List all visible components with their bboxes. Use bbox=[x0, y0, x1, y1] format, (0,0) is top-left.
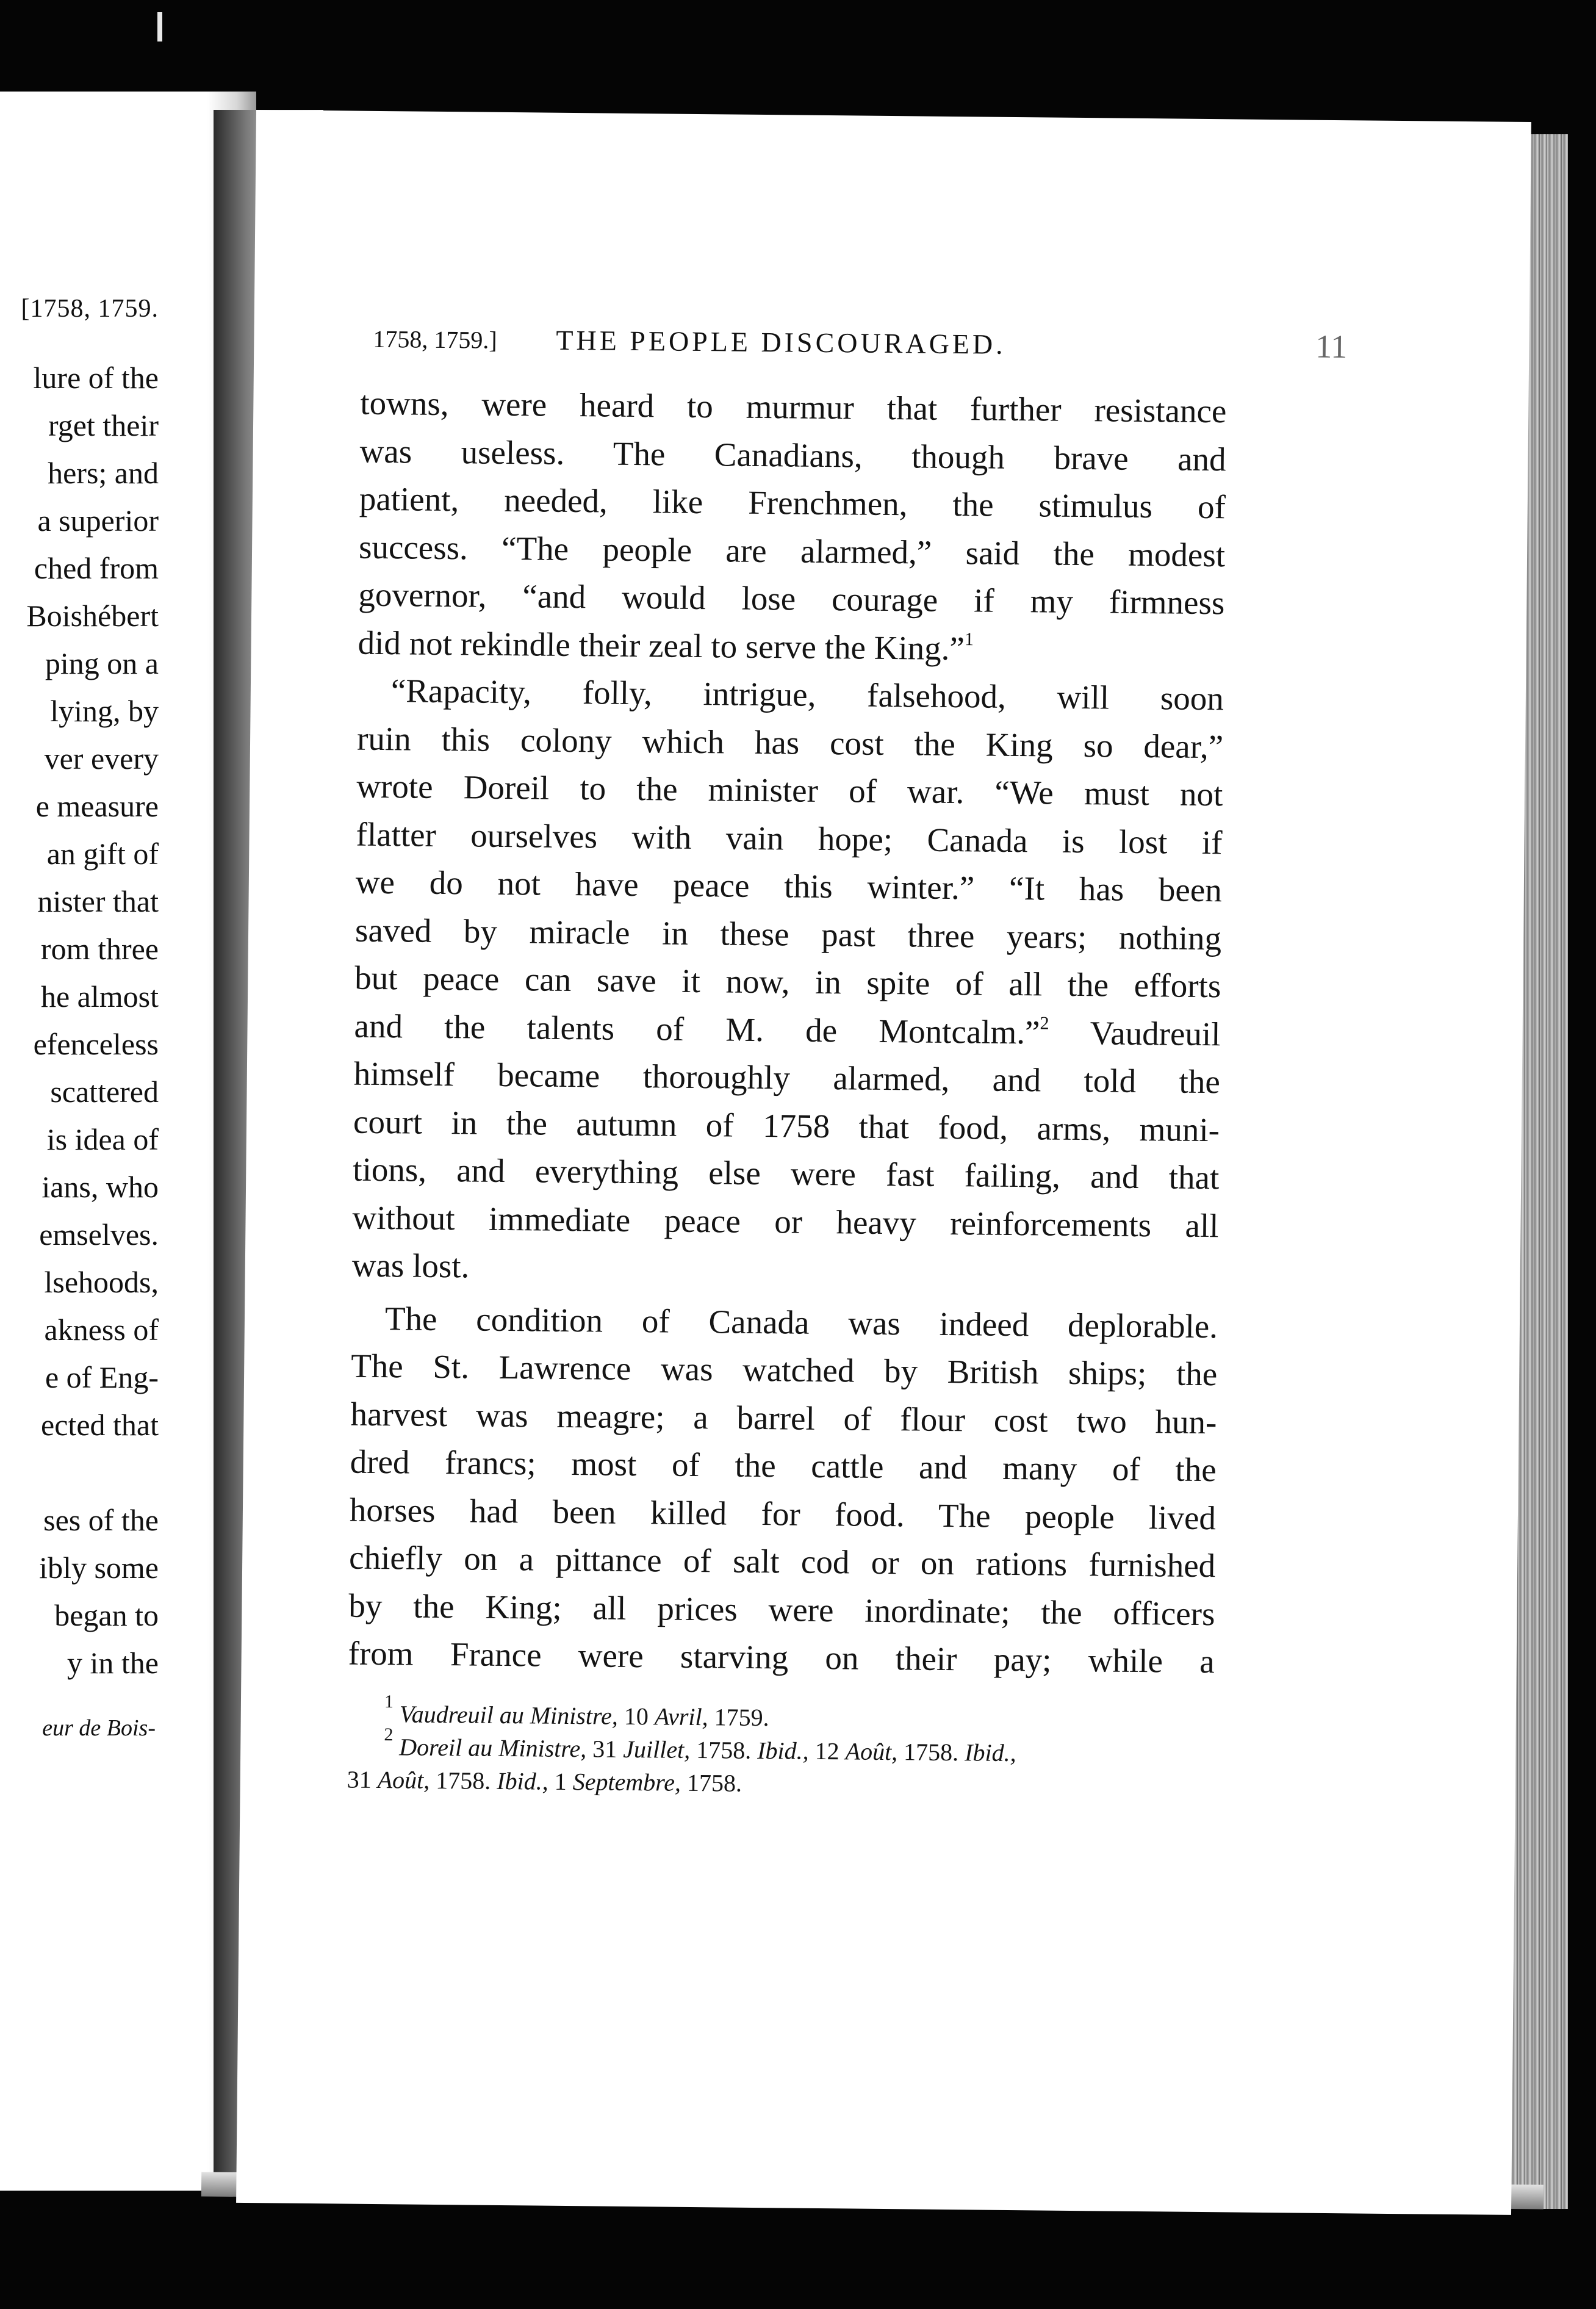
footnote-number: 1 bbox=[384, 1691, 394, 1712]
text-line: The condition of Canada was indeed deplorable. bbox=[384, 1299, 1218, 1345]
footnote-month: Août, bbox=[845, 1737, 898, 1766]
text-line: was lost. bbox=[351, 1246, 470, 1285]
left-page-line: ibly some bbox=[39, 1551, 159, 1585]
left-page-line: lsehoods, bbox=[44, 1265, 159, 1299]
left-page-line: y in the bbox=[67, 1646, 159, 1680]
running-head-title: THE PEOPLE DISCOURAGED. bbox=[556, 324, 1006, 360]
footnote-date-num: 31 bbox=[347, 1765, 378, 1794]
left-page-line: lure of the bbox=[33, 361, 159, 395]
footnote-month: Septembre, bbox=[572, 1768, 681, 1796]
text-line: without immediate peace or heavy reinforcements all bbox=[352, 1198, 1219, 1244]
left-page-line: hers; and bbox=[48, 456, 159, 490]
left-page-line: e of Eng- bbox=[45, 1360, 159, 1394]
left-page-line bbox=[26, 1449, 159, 1496]
left-page-text bbox=[26, 354, 159, 1687]
footnote-source: Vaudreuil au Ministre, bbox=[399, 1700, 619, 1730]
text-line: but peace can save it now, in spite of all the efforts bbox=[354, 959, 1221, 1005]
left-page-line: a superior bbox=[37, 503, 159, 538]
left-page-line: efenceless bbox=[33, 1027, 159, 1061]
footnote-number: 2 bbox=[384, 1724, 394, 1745]
footnote-source: Doreil au Ministre, bbox=[399, 1733, 587, 1763]
text-line: patient, needed, like Frenchmen, the stimulus of bbox=[359, 480, 1226, 526]
running-head bbox=[373, 319, 1483, 366]
footnote-year: 1758. bbox=[690, 1735, 758, 1765]
left-page-line: began to bbox=[54, 1598, 159, 1632]
text-line: chiefly on a pittance of salt cod or on rations furnished bbox=[348, 1538, 1216, 1585]
running-head-dates: 1758, 1759.] bbox=[373, 325, 497, 354]
left-page-line: emselves. bbox=[39, 1217, 159, 1252]
footnote-date-num: 12 bbox=[808, 1737, 846, 1765]
text-line: flatter ourselves with vain hope; Canada is lost if bbox=[356, 815, 1223, 861]
text-line: The St. Lawrence was watched by British ships; the bbox=[350, 1347, 1218, 1393]
left-page-line: an gift of bbox=[46, 837, 159, 871]
text-line: saved by miracle in these past three years; nothing bbox=[354, 911, 1222, 957]
text-line: court in the autumn of 1758 that food, arms, muni- bbox=[353, 1103, 1220, 1148]
footnote-ibid: Ibid., bbox=[757, 1737, 809, 1765]
left-page-line: e measure bbox=[35, 789, 159, 823]
left-page-line: nister that bbox=[37, 884, 159, 918]
text-line bbox=[354, 1002, 1221, 1058]
page-number: 11 bbox=[1315, 328, 1348, 366]
footnote-date-num: 10 bbox=[617, 1702, 655, 1731]
left-page-footnote-fragment: eur de Bois- bbox=[42, 1715, 156, 1741]
left-page-line: ched from bbox=[34, 551, 159, 585]
footnote-date-num: 1 bbox=[548, 1767, 573, 1796]
left-page-line: rom three bbox=[41, 932, 159, 966]
footnote-year: 1759. bbox=[708, 1703, 769, 1732]
left-page-line: scattered bbox=[50, 1075, 159, 1109]
left-page-line: he almost bbox=[40, 979, 159, 1014]
footnote-ibid: Ibid., bbox=[964, 1738, 1016, 1767]
footnote-month: Août, bbox=[377, 1766, 430, 1794]
text-line: horses had been killed for food. The people lived bbox=[349, 1491, 1217, 1536]
text-line: was useless. The Canadians, though brave and bbox=[359, 432, 1226, 478]
right-page bbox=[236, 110, 1531, 2215]
left-page-line: ses of the bbox=[43, 1503, 159, 1537]
text-line-content: did not rekindle their zeal to serve the King.” bbox=[358, 624, 965, 667]
footnote-ref: 1 bbox=[964, 629, 974, 649]
left-page-line: akness of bbox=[44, 1313, 159, 1347]
footnote-ref: 2 bbox=[1040, 1012, 1049, 1034]
text-line: tions, and everything else were fast failing, and that bbox=[353, 1150, 1220, 1197]
scan-mark bbox=[157, 12, 162, 41]
text-line: towns, were heard to murmur that further resistance bbox=[360, 384, 1227, 430]
text-line: ruin this colony which has cost the King so dear,” bbox=[356, 719, 1224, 765]
footnote-month: Avril, bbox=[654, 1702, 708, 1731]
footnote-month: Juillet, bbox=[623, 1735, 691, 1763]
left-page-line: Boishébert bbox=[26, 599, 159, 633]
left-page-line: is idea of bbox=[46, 1122, 159, 1156]
left-page-line: ping on a bbox=[45, 646, 159, 680]
left-page-header: [1758, 1759. bbox=[21, 295, 159, 323]
text-line: governor, “and would lose courage if my firmness bbox=[358, 575, 1225, 622]
text-line: wrote Doreil to the minister of war. “We must not bbox=[356, 767, 1223, 813]
left-page-line: ians, who bbox=[41, 1170, 159, 1204]
text-line: from France were starving on their pay; while a bbox=[348, 1634, 1215, 1680]
text-line-continuation: Vaudreuil bbox=[1090, 1014, 1221, 1053]
text-line: dred francs; most of the cattle and many of the bbox=[350, 1443, 1217, 1489]
footnotes bbox=[347, 1691, 1213, 1805]
text-line: “Rapacity, folly, intrigue, falsehood, will soon bbox=[390, 672, 1224, 718]
text-line bbox=[358, 619, 1224, 675]
footnote-date-num: 31 bbox=[586, 1735, 624, 1763]
footnote-ibid: Ibid., bbox=[497, 1767, 548, 1795]
body-text bbox=[348, 380, 1226, 1686]
left-page-line: ected that bbox=[41, 1408, 159, 1442]
left-page-line: rget their bbox=[48, 408, 159, 442]
footnote-year: 1758. bbox=[897, 1738, 965, 1767]
text-line-content: and the talents of M. de Montcalm.” bbox=[354, 1007, 1040, 1051]
footnote-year: 1758. bbox=[680, 1768, 742, 1797]
text-line: by the King; all prices were inordinate; the officers bbox=[348, 1587, 1215, 1632]
left-page-line: lying, by bbox=[50, 694, 159, 728]
text-line: we do not have peace this winter.” “It has been bbox=[355, 863, 1223, 909]
left-page-line: ver every bbox=[44, 741, 159, 776]
text-line: success. “The people are alarmed,” said the modest bbox=[358, 528, 1226, 574]
text-line: harvest was meagre; a barrel of flour cost two hun- bbox=[350, 1395, 1217, 1441]
footnote-year: 1758. bbox=[430, 1766, 497, 1795]
text-line: himself became thoroughly alarmed, and told the bbox=[353, 1054, 1221, 1101]
